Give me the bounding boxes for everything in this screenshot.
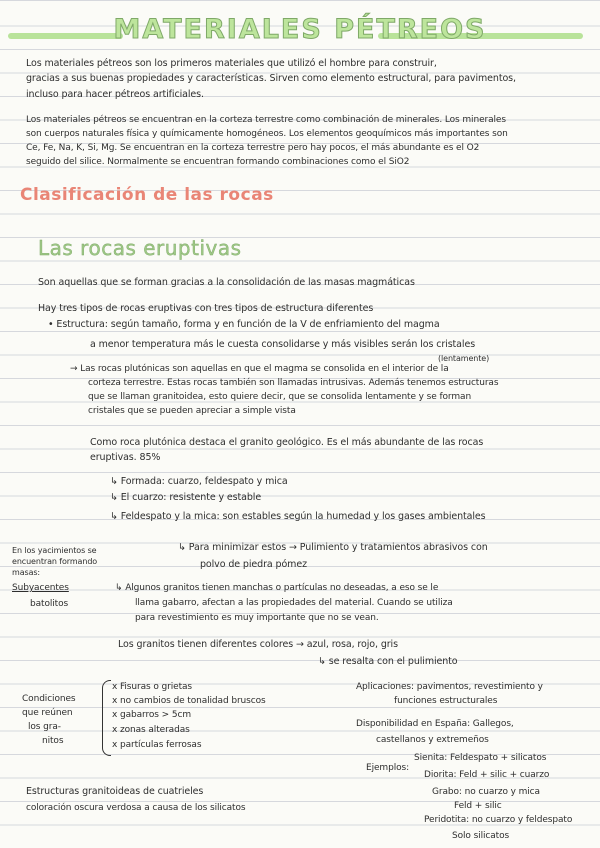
- condicion-item: x gabarros > 5cm: [112, 710, 191, 720]
- condicion-item: x partículas ferrosas: [112, 740, 202, 750]
- minimizar-line: ↳ Para minimizar estos → Pulimiento y tratamientos abrasivos con: [178, 542, 488, 553]
- corteza-line: son cuerpos naturales física y químicamente homogéneos. Los elementos geoquímicos más importantes son: [26, 129, 508, 139]
- ejemplos-label: Ejemplos:: [366, 763, 410, 773]
- colores-line: Los granitos tienen diferentes colores → azul, rosa, rojo, gris: [118, 639, 398, 650]
- condicion-item: x no cambios de tonalidad bruscos: [112, 696, 266, 706]
- corteza-line: Ce, Fe, Na, K, Si, Mg. Se encuentran en la corteza terrestre pero hay pocos, el más abundante es el O2: [26, 143, 480, 153]
- condiciones-label: los gra-: [28, 722, 61, 732]
- section-heading-eruptivas: Las rocas eruptivas: [38, 236, 242, 260]
- ejemplo-item: Peridotita: no cuarzo y feldespato: [424, 815, 573, 825]
- condiciones-brace: [102, 680, 111, 756]
- disponibilidad-line: castellanos y extremeños: [376, 735, 489, 745]
- menor-temperatura: a menor temperatura más le cuesta consolidarse y más visibles serán los cristales: [90, 339, 476, 350]
- feldespato-line: ↳ Feldespato y la mica: son estables según la humedad y los gases ambientales: [110, 511, 486, 522]
- aplicaciones-line: Aplicaciones: pavimentos, revestimiento y: [356, 682, 543, 692]
- disponibilidad-line: Disponibilidad en España: Gallegos,: [356, 719, 514, 729]
- plutonicas-line: corteza terrestre. Estas rocas también son llamadas intrusivas. Además tenemos estructuras: [88, 378, 499, 388]
- cuarzo-line: ↳ El cuarzo: resistente y estable: [110, 492, 262, 503]
- intro-line: gracias a sus buenas propiedades y características. Sirven como elemento estructural, para pavimentos,: [26, 73, 516, 84]
- section-heading-clasificacion: Clasificación de las rocas: [20, 185, 274, 205]
- condiciones-label: nitos: [42, 736, 64, 746]
- lentamente-note: (lentamente): [438, 354, 490, 363]
- plutonicas-line: → Las rocas plutónicas son aquellas en que el magma se consolida en el interior de la: [70, 364, 449, 374]
- manchas-line: para revestimiento es muy importante que no se vean.: [135, 613, 379, 623]
- ejemplo-item: Feld + silic: [454, 801, 502, 811]
- plutonicas-line: que se llaman granitoidea, esto quiere decir, que se consolida lentamente y se forman: [88, 392, 472, 402]
- estructuras-line: Estructuras granitoideas de cuatrieles: [26, 786, 204, 797]
- plutonicas-line: cristales que se pueden apreciar a simple vista: [88, 406, 296, 416]
- condiciones-label: Condiciones: [22, 694, 76, 704]
- manchas-line: llama gabarro, afectan a las propiedades del material. Cuando se utiliza: [135, 598, 453, 608]
- corteza-line: Los materiales pétreos se encuentran en la corteza terrestre como combinación de minerales. Los minerales: [26, 115, 506, 125]
- pulimiento-line: ↳ se resalta con el pulimiento: [318, 656, 458, 667]
- manchas-line: ↳ Algunos granitos tienen manchas o partículas no deseadas, a eso se le: [115, 583, 439, 593]
- granito-line: Como roca plutónica destaca el granito geológico. Es el más abundante de las rocas: [90, 437, 484, 448]
- corteza-line: seguido del silice. Normalmente se encuentran formando combinaciones como el SiO2: [26, 157, 410, 167]
- condicion-item: x zonas alteradas: [112, 725, 190, 735]
- ejemplo-item: Sienita: Feldespato + silicatos: [414, 753, 547, 763]
- aplicaciones-line: funciones estructurales: [394, 696, 498, 706]
- minimizar-line: polvo de piedra pómez: [200, 559, 307, 570]
- granito-line: eruptivas. 85%: [90, 452, 161, 463]
- page-title: MATERIALES PÉTREOS: [113, 14, 487, 45]
- ejemplo-item: Diorita: Feld + silic + cuarzo: [424, 770, 550, 780]
- eruptivas-definition: Son aquellas que se forman gracias a la consolidación de las masas magmáticas: [38, 277, 415, 288]
- ejemplo-item: Solo silicatos: [452, 831, 510, 841]
- estructura-bullet: • Estructura: según tamaño, forma y en función de la V de enfriamiento del magma: [48, 319, 440, 330]
- subyacentes-label: Subyacentes: [12, 583, 69, 593]
- batolitos-label: batolitos: [30, 599, 69, 609]
- tipos-intro: Hay tres tipos de rocas eruptivas con tres tipos de estructura diferentes: [38, 303, 374, 314]
- formada-line: ↳ Formada: cuarzo, feldespato y mica: [110, 476, 288, 487]
- ejemplo-item: Grabo: no cuarzo y mica: [432, 787, 540, 797]
- intro-line: Los materiales pétreos son los primeros materiales que utilizó el hombre para construir,: [26, 58, 437, 69]
- condicion-item: x Fisuras o grietas: [112, 682, 193, 692]
- estructuras-line: coloración oscura verdosa a causa de los silicatos: [26, 803, 246, 813]
- yacimientos-note: encuentran formando: [12, 557, 98, 566]
- yacimientos-note: En los yacimientos se: [12, 546, 97, 555]
- yacimientos-note: masas:: [12, 568, 41, 577]
- condiciones-label: que reúnen: [22, 708, 73, 718]
- intro-line: incluso para hacer pétreos artificiales.: [26, 89, 204, 100]
